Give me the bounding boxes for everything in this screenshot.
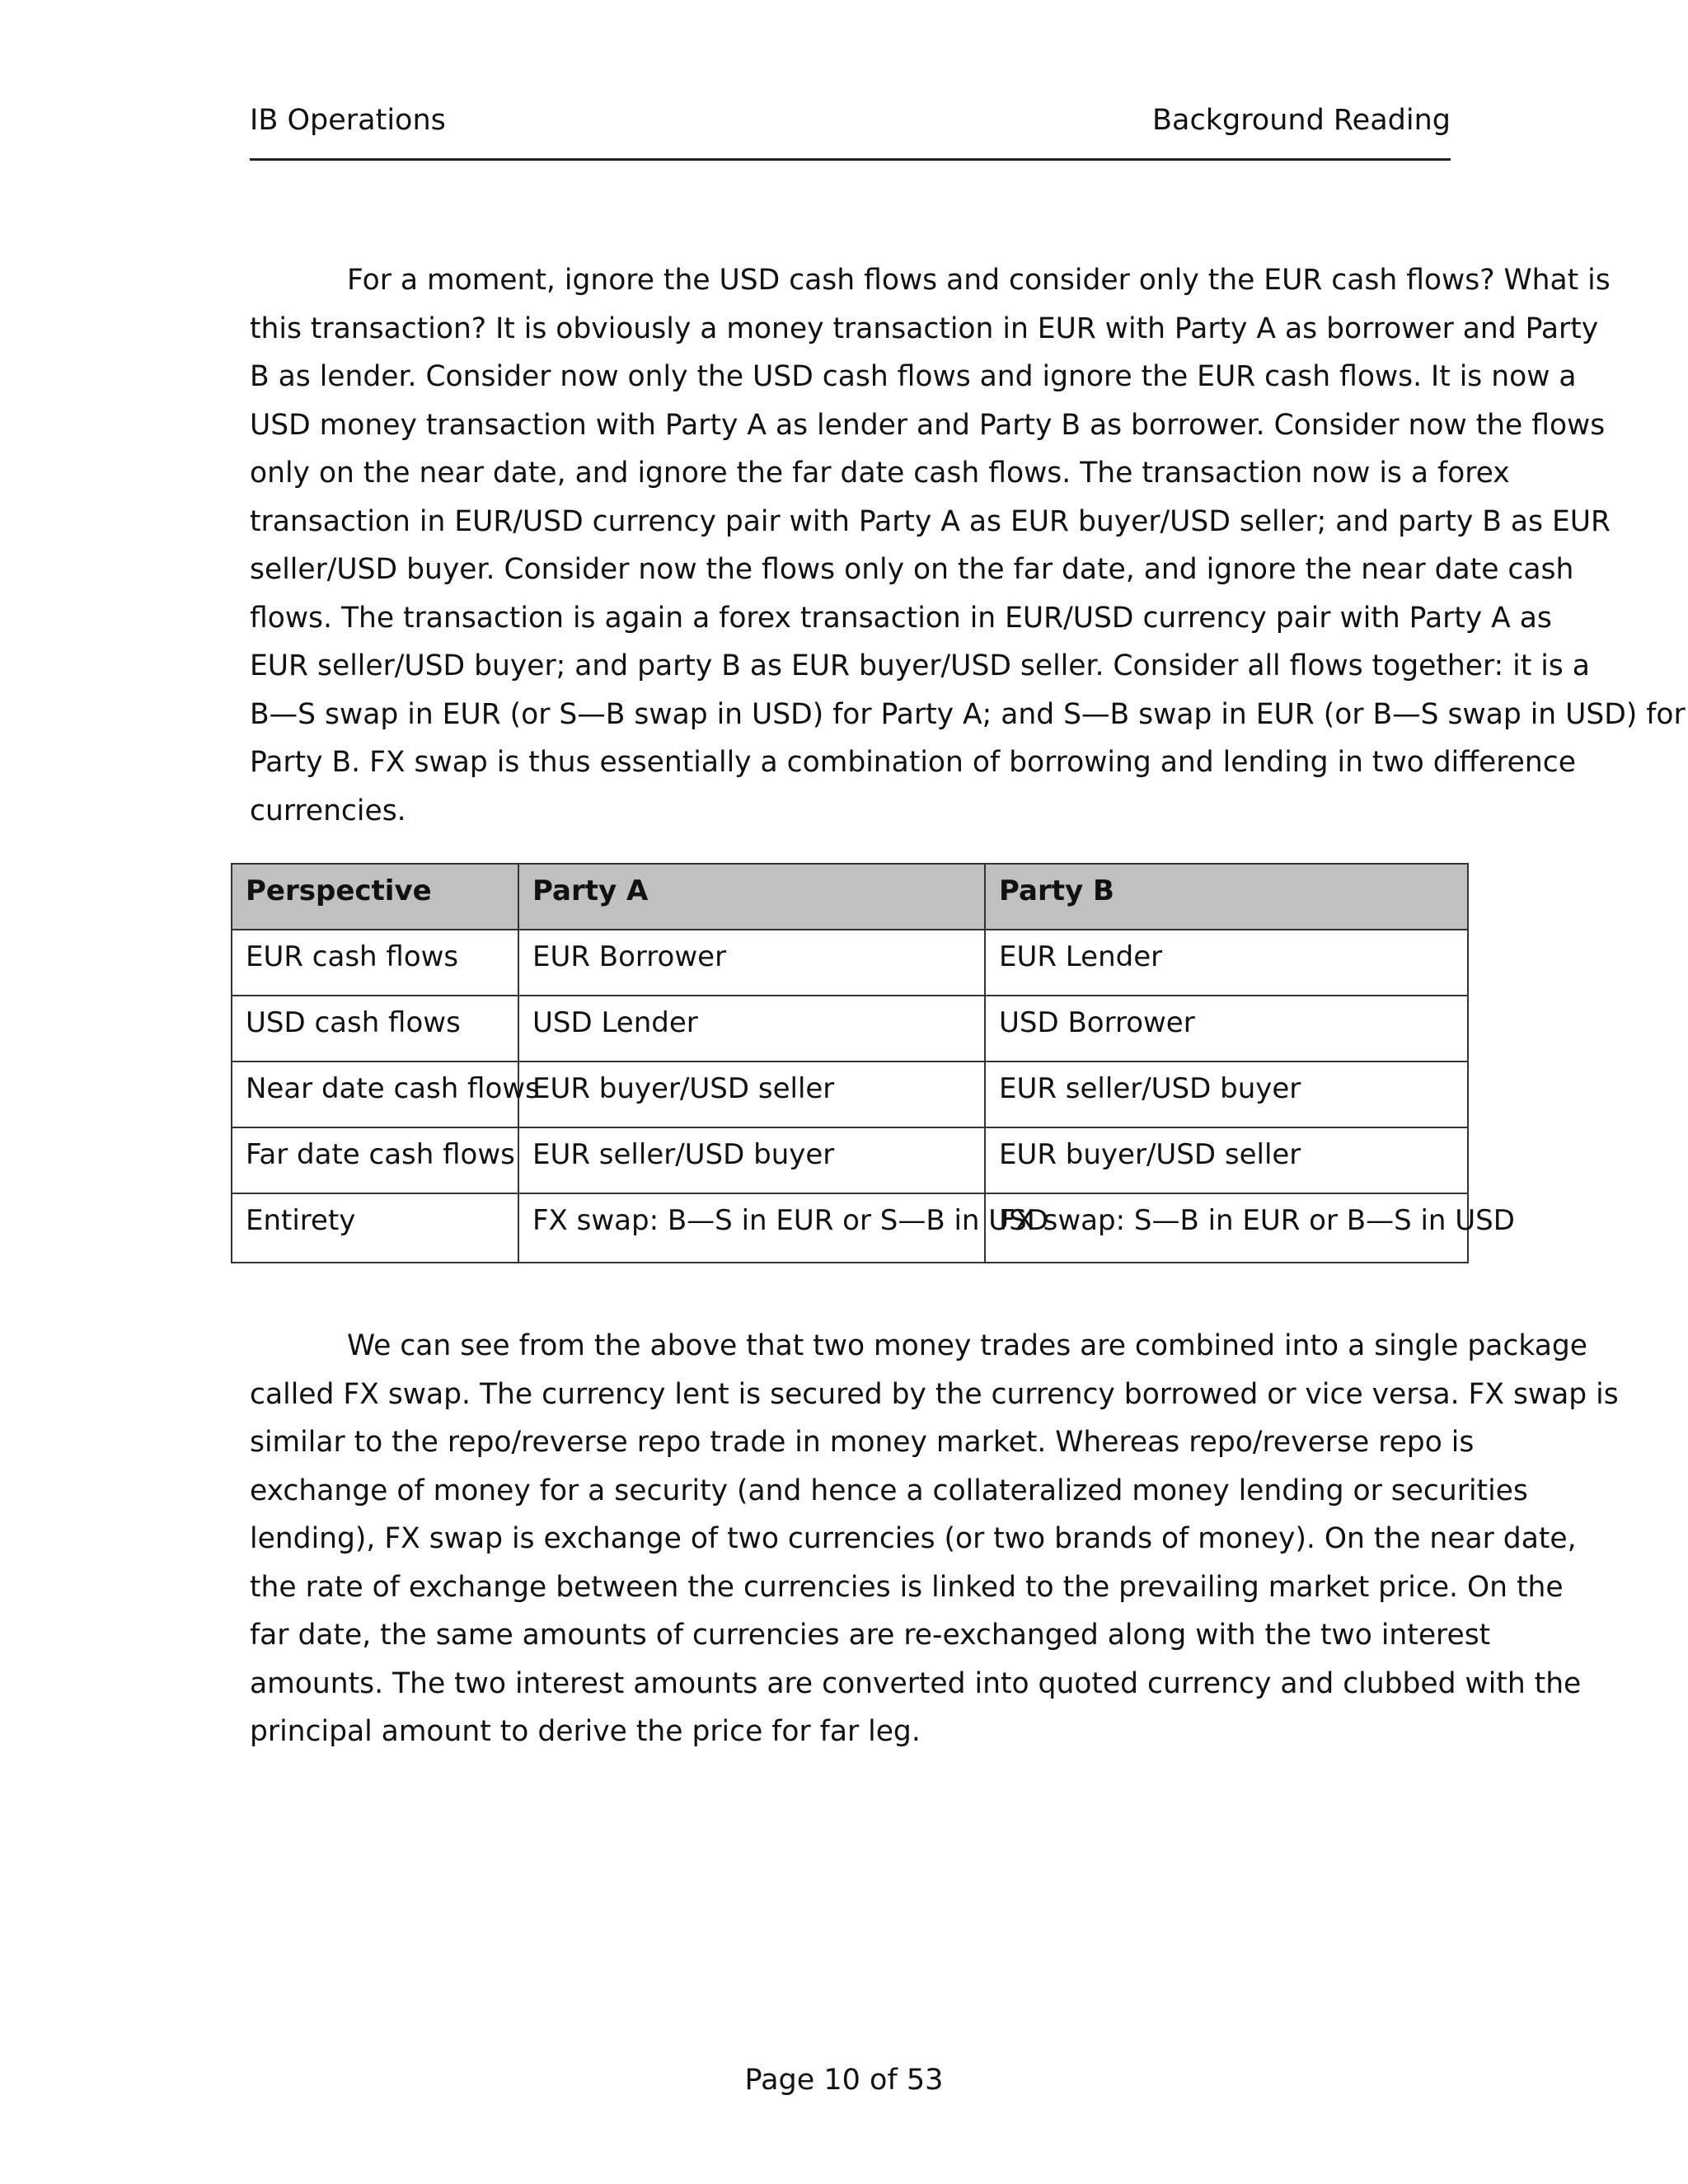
table-cell: EUR Lender [985,930,1468,996]
paragraph-line: principal amount to derive the price for far leg. [250,1715,921,1748]
paragraph-line: called FX swap. The currency lent is secured by the currency borrowed or vice versa. FX swap is [250,1377,1619,1411]
page-number-footer: Page 10 of 53 [744,2064,944,2097]
table-row [232,1127,1468,1193]
table-cell: Far date cash flows [232,1127,518,1193]
header-left-title: IB Operations [250,104,446,137]
paragraph-line: only on the near date, and ignore the far date cash flows. The transaction now is a forex [250,457,1510,490]
table-cell: USD cash flows [232,996,518,1062]
paragraph-line: lending), FX swap is exchange of two currencies (or two brands of money). On the near date, [250,1522,1577,1555]
table-cell: FX swap: B—S in EUR or S—B in USD [518,1193,985,1263]
paragraph-line: B—S swap in EUR (or S—B swap in USD) for Party A; and S—B swap in EUR (or B—S swap in USD) for [250,697,1686,731]
perspective-table [231,863,1515,1263]
table-row [232,1062,1468,1127]
table-cell: EUR seller/USD buyer [985,1062,1468,1127]
table-cell: Near date cash flows [232,1062,518,1127]
table-cell: FX swap: S—B in EUR or B—S in USD [985,1193,1468,1263]
table-row [232,1193,1468,1263]
paragraph-line: transaction in EUR/USD currency pair with Party A as EUR buyer/USD seller; and party B as EUR [250,504,1611,538]
table-row [232,996,1468,1062]
paragraph-line: seller/USD buyer. Consider now the flows only on the far date, and ignore the near date cash [250,553,1574,586]
paragraph-line: exchange of money for a security (and hence a collateralized money lending or securities [250,1474,1528,1507]
table-cell: EUR buyer/USD seller [518,1062,985,1127]
table-cell: USD Lender [518,996,985,1062]
table-header-cell: Perspective [232,864,518,930]
paragraph-line: flows. The transaction is again a forex transaction in EUR/USD currency pair with Party A as [250,601,1552,635]
table-cell: EUR cash flows [232,930,518,996]
paragraph-1 [250,256,1686,835]
table-header-cell: Party B [985,864,1468,930]
paragraph-line: Party B. FX swap is thus essentially a combination of borrowing and lending in two difference [250,746,1576,779]
table-header-cell: Party A [518,864,985,930]
paragraph-line: similar to the repo/reverse repo trade in money market. Whereas repo/reverse repo is [250,1426,1475,1459]
paragraph-line: this transaction? It is obviously a money transaction in EUR with Party A as borrower and Party [250,312,1599,345]
page-header [250,97,1451,161]
table-cell: USD Borrower [985,996,1468,1062]
table-cell: EUR buyer/USD seller [985,1127,1468,1193]
table-cell: EUR Borrower [518,930,985,996]
paragraph-line: EUR seller/USD buyer; and party B as EUR buyer/USD seller. Consider all flows together: it is a [250,649,1590,682]
table-cell: EUR seller/USD buyer [518,1127,985,1193]
paragraph-line: amounts. The two interest amounts are converted into quoted currency and clubbed with the [250,1666,1582,1700]
paragraph-line: the rate of exchange between the currencies is linked to the prevailing market price. On the [250,1570,1564,1604]
header-right-title: Background Reading [1152,104,1451,137]
paragraph-line: far date, the same amounts of currencies are re-exchanged along with the two interest [250,1619,1491,1652]
paragraph-line: For a moment, ignore the USD cash flows and consider only the EUR cash flows? What is [347,264,1611,297]
paragraph-line: currencies. [250,794,406,827]
paragraph-line: B as lender. Consider now only the USD cash flows and ignore the EUR cash flows. It is now a [250,360,1577,393]
table-header-row [232,864,1468,930]
table-cell: Entirety [232,1193,518,1263]
table-row [232,930,1468,996]
paragraph-2 [250,1322,1619,1756]
paragraph-line: We can see from the above that two money trades are combined into a single package [347,1329,1587,1362]
paragraph-line: USD money transaction with Party A as lender and Party B as borrower. Consider now the flows [250,408,1606,442]
